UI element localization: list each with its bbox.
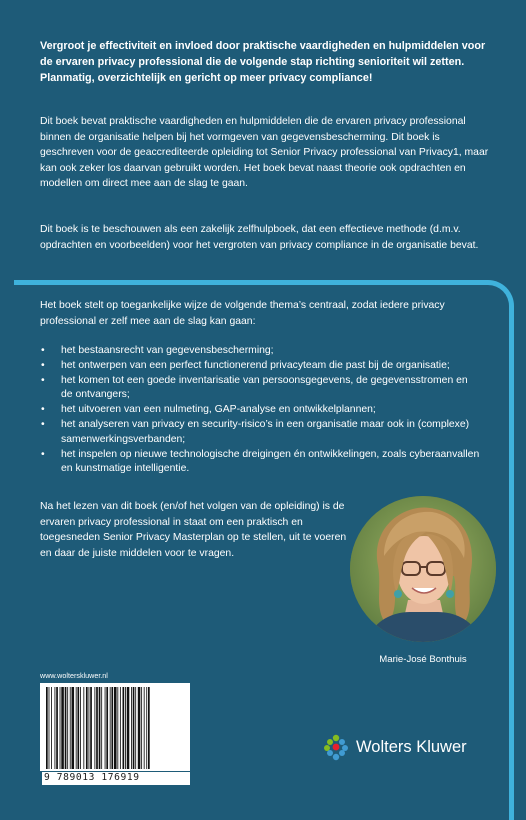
barcode-bar	[55, 687, 56, 769]
barcode-bar	[114, 687, 117, 769]
barcode-bar	[131, 687, 132, 769]
list-item: • het analyseren van privacy en security-risico’s in een organisatie maar ook in (complexe) samenwerkingsverbanden;	[40, 418, 480, 448]
barcode-bar	[56, 687, 58, 769]
barcode-bar	[105, 687, 106, 769]
themes-intro: Het boek stelt op toegankelijke wijze de volgende thema’s centraal, zodat iedere privacy professional er zelf mee aan de slag kan gaan:	[40, 300, 445, 327]
barcode-bar	[86, 687, 88, 769]
barcode-bar	[76, 687, 77, 769]
barcode-bar	[77, 687, 79, 769]
barcode-bar	[49, 687, 50, 769]
barcode-bar	[89, 687, 90, 769]
barcode-bar	[123, 687, 125, 769]
barcode-bar	[72, 687, 75, 769]
barcode-bar	[61, 687, 64, 769]
intro-text: Vergroot je effectiviteit en invloed door praktische vaardigheden en hulpmiddelen voor de ervaren privacy professional die de volgende stap richting senioriteit wil zetten. Planmatig, overzichtelijk en gericht op meer privacy compliance!	[40, 40, 486, 84]
barcode-bar	[141, 687, 142, 769]
barcode-bar	[146, 687, 147, 769]
barcode-bar	[80, 687, 81, 769]
barcode-bar	[127, 687, 130, 769]
themes-list	[40, 344, 480, 477]
description-paragraph-1: Dit boek bevat praktische vaardigheden en hulpmiddelen die de ervaren privacy professional binnen de organisatie helpen bij het vormgeven van gegevensbescherming. Dit boek is geschreven voor de geaccrediteerde opleiding tot Senior Privacy professional van Privacy1, maar kan ook zeker los daarvan gebruikt worden. Het boek bevat naast theorie ook opdrachten en modellen om direct mee aan de slag te gaan.	[40, 116, 489, 189]
barcode-bar	[96, 687, 98, 769]
list-item: • het bestaansrecht van gegevensbescherming;	[40, 344, 480, 359]
isbn-number: 9 789013 176919	[42, 772, 190, 785]
barcode-bar	[133, 687, 135, 769]
barcode-bar	[46, 687, 48, 769]
barcode-bar	[51, 687, 52, 769]
author-portrait-illustration	[350, 496, 496, 642]
barcode-bar	[106, 687, 108, 769]
barcode-bar	[65, 687, 67, 769]
barcode-bar	[60, 687, 61, 769]
list-item: • het komen tot een goede inventarisatie van persoonsgegevens, de gegevensstromen en de ontvangers;	[40, 374, 480, 404]
barcode-bar	[90, 687, 92, 769]
list-item: • het inspelen op nieuwe technologische dreigingen én ontwikkelingen, zoals cyberaanvallen en kunstmatige intelligentie.	[40, 448, 480, 478]
barcode-bar	[138, 687, 141, 769]
barcode-bar	[120, 687, 121, 769]
list-item: • het uitvoeren van een nulmeting, GAP-analyse en ontwikkelplannen;	[40, 403, 480, 418]
barcode-bar	[99, 687, 101, 769]
barcode-bar	[111, 687, 113, 769]
publisher-website: www.wolterskluwer.nl	[40, 671, 108, 680]
barcode-bar	[83, 687, 84, 769]
publisher-name: Wolters Kluwer	[356, 737, 467, 756]
description-paragraph-2: Dit boek is te beschouwen als een zakelijk zelfhulpboek, dat een effectieve methode (d.m.v. opdrachten en voorbeelden) voor het vergroten van privacy compliance in de organisatie bevat.	[40, 224, 479, 251]
author-name: Marie-José Bonthuis	[379, 654, 467, 665]
barcode-bar	[110, 687, 111, 769]
wolters-kluwer-icon	[322, 733, 350, 761]
author-photo	[350, 496, 496, 642]
barcode-bar	[70, 687, 71, 769]
barcode-bar	[94, 687, 95, 769]
accent-frame-cap	[14, 280, 19, 285]
barcode-bar	[117, 687, 118, 769]
publisher-logo	[322, 733, 467, 761]
closing-paragraph: Na het lezen van dit boek (en/of het volgen van de opleiding) is de ervaren privacy professional in staat om een praktisch en toegesneden Senior Privacy Masterplan op te stellen, uit te voeren en daar de juiste middelen voor te vragen.	[40, 501, 347, 559]
barcode-bar	[144, 687, 145, 769]
barcode-bar	[148, 687, 150, 769]
barcode-bar	[135, 687, 136, 769]
barcode	[40, 683, 190, 771]
list-item: • het ontwerpen van een perfect functionerend privacyteam die past bij de organisatie;	[40, 359, 480, 374]
barcode-bar	[125, 687, 126, 769]
barcode-graphic	[40, 683, 190, 771]
barcode-bar	[67, 687, 68, 769]
barcode-bar	[101, 687, 102, 769]
